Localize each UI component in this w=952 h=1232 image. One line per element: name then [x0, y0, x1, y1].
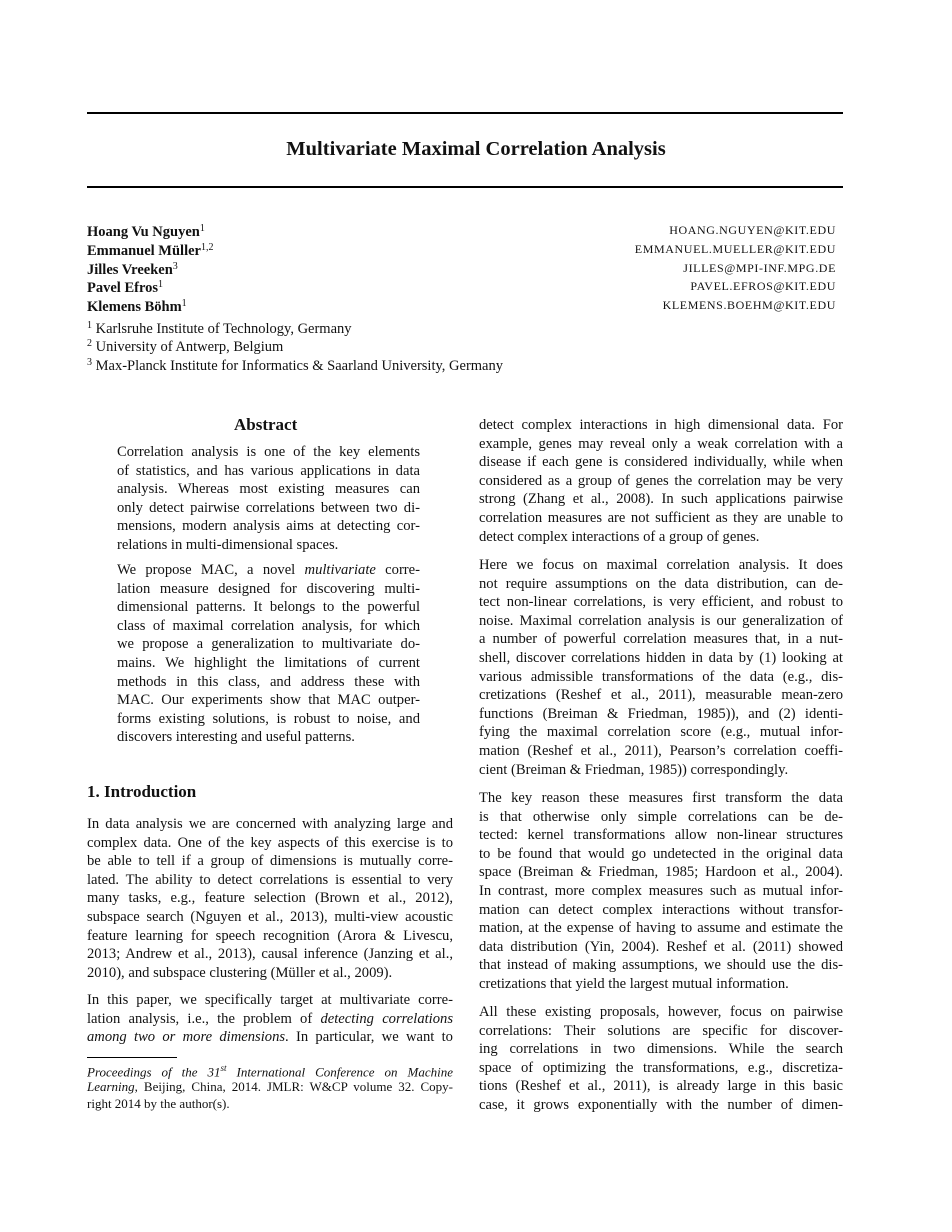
text-line: strong (Zhang et al., 2008). In such applications pairwise: [479, 491, 843, 508]
affiliation-mark: 3: [172, 261, 178, 272]
text-line: forms existing solutions, is robust to noise, and: [117, 710, 420, 727]
text-line: All these existing proposals, however, focus on pairwise: [479, 1004, 843, 1020]
affiliation: [87, 335, 283, 356]
author-name-text: Hoang Vu Nguyen: [87, 224, 200, 240]
text-line: correlation measures are not sufficient as they are unable to: [479, 509, 843, 526]
text-line: lated. The ability to detect correlations is essential to very: [87, 871, 453, 888]
text-line: is that otherwise only simple correlations can be de-: [479, 808, 843, 825]
text-line: space (Breiman & Friedman, 1985; Hardoon et al., 2004).: [479, 864, 843, 881]
text-segment: multivariate: [304, 562, 376, 578]
text-line: [117, 561, 420, 580]
body-paragraph: [479, 416, 843, 546]
author-email: PAVEL.EFROS@KIT.EDU: [690, 279, 836, 293]
text-line: Here we focus on maximal correlation analysis. It does: [479, 557, 843, 573]
affiliation-mark: 2: [87, 338, 92, 349]
paper-title: Multivariate Maximal Correlation Analysis: [286, 138, 666, 160]
text-line: mensions, modern analysis aims at detecting cor-: [117, 518, 420, 535]
affiliation-mark: 1: [87, 320, 92, 331]
body-paragraph: [479, 789, 843, 994]
text-line: 2013; Andrew et al., 2013), causal inference (Janzing et al.,: [87, 946, 453, 963]
author-name: [87, 276, 163, 297]
text-line: methods in this class, and address these with: [117, 673, 420, 690]
text-line: of statistics, and has various applications in data: [117, 462, 420, 479]
affiliation-mark: 1: [181, 298, 187, 309]
text-line: right 2014 by the author(s).: [87, 1096, 230, 1111]
affiliation-text: University of Antwerp, Belgium: [95, 339, 284, 355]
author-email: EMMANUEL.MUELLER@KIT.EDU: [634, 242, 836, 256]
author-name-text: Klemens Böhm: [87, 299, 182, 315]
abstract-paragraph: [117, 443, 420, 555]
text-line: feature learning for speech recognition (Arora & Livescu,: [87, 927, 453, 944]
text-line: dimensional patterns. It belongs to the powerful: [117, 599, 420, 616]
text-line: relations in multi-dimensional spaces.: [117, 536, 339, 553]
affiliation-text: Max-Planck Institute for Informatics & Saarland University, Germany: [95, 358, 503, 374]
text-line: noise. Maximal correlation analysis is our generalization of: [479, 612, 843, 629]
author-email: HOANG.NGUYEN@KIT.EDU: [669, 223, 836, 237]
text-line: disease if each gene is considered individually, while when: [479, 454, 843, 471]
text-segment: International Conference on Machine: [226, 1064, 453, 1080]
text-line: only detect pairwise correlations between two di-: [117, 499, 420, 516]
author-email: JILLES@MPI-INF.MPG.DE: [683, 261, 836, 275]
text-segment: lation analysis, i.e., the problem of: [87, 1010, 321, 1027]
text-line: In contrast, more complex measures such as mutual infor-: [479, 882, 843, 899]
text-line: correlations: Their solutions are specific for discover-: [479, 1022, 843, 1039]
text-segment: . In particular, we want to: [285, 1029, 453, 1046]
author-name: [87, 220, 205, 241]
text-segment: detecting correlations: [320, 1010, 454, 1027]
title-bottom-rule: [87, 186, 843, 188]
text-line: tions (Reshef et al., 2011), is already large in this basic: [479, 1078, 843, 1095]
author-name: [87, 295, 187, 316]
body-paragraph: [479, 556, 843, 779]
text-line: [87, 1028, 453, 1047]
top-rule: [87, 112, 843, 114]
text-line: many tasks, e.g., feature selection (Brown et al., 2012),: [87, 890, 453, 907]
text-line: subspace search (Nguyen et al., 2013), multi-view acoustic: [87, 908, 453, 925]
text-line: detect complex interactions in high dimensional data. For: [479, 417, 843, 433]
text-line: [87, 1078, 453, 1096]
footnote: [87, 1060, 453, 1113]
text-line: fying the maximal correlation score (e.g., mutual infor-: [479, 724, 843, 741]
text-line: ing correlations in two dimensions. While the search: [479, 1041, 843, 1058]
text-line: we propose a generalization to multivariate do-: [117, 636, 420, 653]
text-line: space of optimizing the transformations, e.g., discretiza-: [479, 1059, 843, 1076]
body-paragraph: [87, 991, 453, 1047]
affiliation-text: Karlsruhe Institute of Technology, Germany: [95, 321, 352, 337]
body-paragraph: [479, 1003, 843, 1115]
text-line: a number of powerful correlation measures that, in a nut-: [479, 631, 843, 648]
text-line: be able to tell if a group of dimensions is mutually corre-: [87, 853, 453, 870]
author-email: KLEMENS.BOEHM@KIT.EDU: [662, 298, 836, 312]
author-name-text: Jilles Vreeken: [87, 262, 173, 278]
text-line: lation measure designed for discovering multi-: [117, 580, 420, 597]
text-line: analysis. Whereas most existing measures can: [117, 481, 420, 498]
author-name-text: Emmanuel Müller: [87, 243, 201, 259]
abstract-heading: Abstract: [234, 415, 298, 434]
text-line: to be found that would go undetected in the original data: [479, 845, 843, 862]
text-line: mation, at the expense of having to assume and estimate the: [479, 920, 843, 937]
footnote-rule: [87, 1057, 177, 1058]
text-line: detect complex interactions of a group of genes.: [479, 528, 760, 545]
text-line: MAC. Our experiments show that MAC outper-: [117, 692, 420, 709]
text-line: Correlation analysis is one of the key elements: [117, 444, 420, 460]
text-line: functions (Breiman & Friedman, 1985)), and (2) identi-: [479, 705, 843, 722]
author-name-text: Pavel Efros: [87, 280, 159, 296]
text-line: cient (Breiman & Friedman, 1985)) correspondingly.: [479, 761, 789, 778]
text-line: class of maximal correlation analysis, for which: [117, 617, 420, 634]
body-paragraph: [87, 815, 453, 982]
text-segment: among two or more dimensions: [87, 1029, 286, 1046]
text-line: tect non-linear correlations, is very efficient, and robust to: [479, 594, 843, 611]
text-line: various admissible transformations of the data (e.g., dis-: [479, 668, 843, 685]
text-line: [87, 1010, 453, 1029]
text-line: [87, 1060, 453, 1078]
text-line: cretizations that yield the largest mutual information.: [479, 975, 789, 992]
text-segment: st: [220, 1063, 227, 1073]
text-line: mation can detect complex interactions without transfor-: [479, 901, 843, 918]
text-line: In this paper, we specifically target at multivariate corre-: [87, 992, 453, 1008]
text-line: The key reason these measures first transform the data: [479, 790, 843, 806]
text-segment: We propose MAC, a novel: [117, 562, 305, 578]
text-line: 2010), and subspace clustering (Müller et al., 2009).: [87, 964, 393, 981]
text-line: complex data. One of the key aspects of this exercise is to: [87, 834, 453, 851]
text-line: data distribution (Yin, 2004). Reshef et al. (2011) showed: [479, 938, 843, 955]
text-line: considered as a group of genes the correlation may be very: [479, 472, 843, 489]
text-line: mains. We highlight the limitations of current: [117, 654, 420, 671]
abstract-paragraph: [117, 561, 420, 747]
text-line: that instead of making assumptions, we should use the dis-: [479, 957, 843, 974]
affiliation-mark: 1: [199, 223, 205, 234]
author-name: [87, 239, 213, 260]
text-segment: , Beijing, China, 2014. JMLR: W&CP volume 32. Copy-: [134, 1078, 453, 1094]
text-line: case, it grows exponentially with the number of dimen-: [479, 1096, 843, 1113]
text-line: discovers interesting and useful patterns.: [117, 729, 355, 746]
text-line: cretizations (Reshef et al., 2011), measurable mean-zero: [479, 687, 843, 704]
text-segment: corre-: [375, 562, 420, 578]
text-line: tected: kernel transformations allow non-linear structures: [479, 827, 843, 844]
text-segment: Learning: [87, 1078, 135, 1094]
affiliation: [87, 354, 503, 375]
text-line: mation (Reshef et al., 2011), Pearson’s correlation coeffi-: [479, 742, 843, 759]
text-line: not require assumptions on the data distribution, can de-: [479, 575, 843, 592]
affiliation-mark: 1: [158, 279, 164, 290]
affiliation-mark: 3: [87, 357, 92, 368]
text-segment: Proceedings of the 31: [87, 1064, 221, 1080]
text-line: shell, discover correlations hidden in data by (1) looking at: [479, 649, 843, 666]
text-line: In data analysis we are concerned with analyzing large and: [87, 816, 453, 832]
section-heading-introduction: 1. Introduction: [87, 782, 197, 801]
text-line: example, genes may reveal only a weak correlation with a: [479, 435, 843, 452]
affiliation-mark: 1,2: [200, 242, 214, 253]
